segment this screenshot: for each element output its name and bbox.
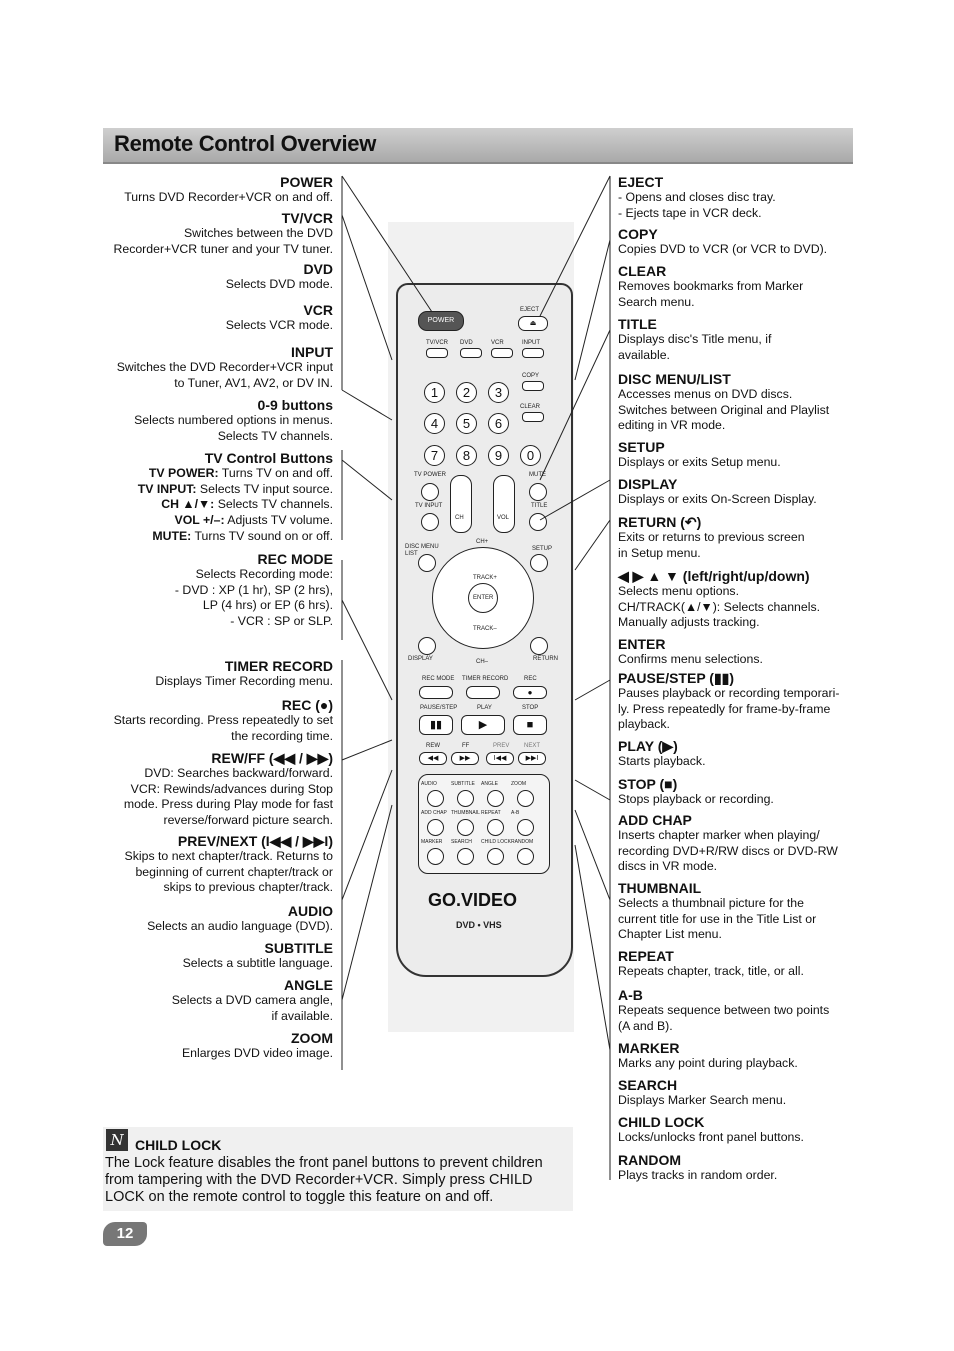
thumbnail-label: THUMBNAIL: [451, 810, 480, 816]
title-label: TITLE: [531, 503, 548, 509]
play-label: PLAY: [477, 705, 492, 711]
right-description: Inserts chapter marker when playing/: [618, 828, 820, 842]
tv-control-key: MUTE:: [152, 528, 192, 543]
right-heading: RANDOM: [618, 1152, 681, 1168]
next-button: ▶▶I: [518, 752, 546, 765]
right-heading: COPY: [618, 226, 658, 242]
random-label: RANDOM: [511, 839, 534, 845]
left-description: Starts recording. Press repeatedly to set: [113, 713, 333, 727]
next-label: NEXT: [524, 743, 541, 749]
right-description: editing in VR mode.: [618, 418, 726, 433]
right-description: Displays or exits Setup menu.: [618, 455, 781, 469]
left-heading: TIMER RECORD: [224, 658, 333, 674]
right-description: Plays tracks in random order.: [618, 1168, 778, 1182]
right-heading: MARKER: [618, 1040, 680, 1056]
left-description: Selects a subtitle language.: [182, 956, 333, 970]
right-description: (A and B).: [618, 1018, 673, 1033]
left-heading: POWER: [280, 174, 333, 190]
right-heading: THUMBNAIL: [618, 880, 702, 896]
number-button: 1: [424, 382, 445, 403]
left-description: Recorder+VCR tuner and your TV tuner.: [113, 241, 333, 256]
right-heading: SETUP: [618, 439, 665, 455]
tv-control-key: TV INPUT:: [137, 481, 197, 496]
vol-label: VOL: [497, 515, 510, 521]
tv-power-label: TV POWER: [414, 472, 447, 478]
right-heading: REPEAT: [618, 948, 674, 964]
zoom-label: ZOOM: [511, 781, 526, 787]
note-heading: CHILD LOCK: [135, 1137, 222, 1153]
add-chap-label: ADD CHAP: [421, 810, 447, 816]
left-heading: TV/VCR: [281, 210, 333, 226]
pause-button: ▮▮: [419, 715, 453, 735]
right-description: - Opens and closes disc tray.: [618, 190, 776, 204]
left-heading: AUDIO: [287, 903, 333, 919]
eject-leader: [540, 176, 610, 316]
vcr-label: VCR: [491, 340, 504, 346]
right-heading: ENTER: [618, 636, 666, 652]
right-description: Copies DVD to VCR (or VCR to DVD).: [618, 242, 828, 256]
left-heading: 0-9 buttons: [257, 397, 333, 413]
right-description: Confirms menu selections.: [618, 652, 763, 666]
rew-label: REW: [426, 743, 440, 749]
ff-label: FF: [462, 743, 470, 749]
ff-button: ▶▶: [451, 752, 479, 765]
angle-label: ANGLE: [481, 781, 498, 787]
left-description: Selects VCR mode.: [225, 318, 333, 332]
audio-label: AUDIO: [421, 781, 437, 787]
right-description: CH/TRACK(▲/▼): Selects channels.: [618, 599, 821, 614]
copy-label: COPY: [522, 373, 540, 379]
tv-control-key: VOL +/–:: [174, 513, 225, 528]
left-description: the recording time.: [231, 728, 333, 743]
left-heading: INPUT: [291, 344, 333, 360]
right-description: Displays or exits On-Screen Display.: [618, 492, 817, 506]
left-description: Switches the DVD Recorder+VCR input: [116, 360, 333, 374]
prev-button: I◀◀: [486, 752, 514, 765]
right-description: Marks any point during playback.: [618, 1056, 798, 1070]
mute-label: MUTE: [529, 472, 546, 478]
left-heading: REC (●): [281, 697, 333, 713]
ch-label: CH: [455, 515, 464, 521]
right-description: Chapter List menu.: [618, 927, 722, 942]
left-description: Selects a DVD camera angle,: [171, 993, 333, 1007]
left-description: LP (4 hrs) or EP (6 hrs).: [202, 598, 333, 613]
right-description: Starts playback.: [618, 754, 706, 768]
right-description: Repeats sequence between two points: [618, 1003, 830, 1017]
marker-label: MARKER: [421, 839, 443, 845]
tv-control-key: TV POWER:: [148, 466, 219, 480]
left-description: Selects DVD mode.: [225, 277, 333, 291]
right-heading: SEARCH: [618, 1077, 678, 1093]
page-number: 12: [103, 1222, 147, 1246]
track-plus-label: TRACK+: [473, 575, 497, 581]
left-description: if available.: [271, 1008, 333, 1023]
right-heading: RETURN (↶): [618, 514, 702, 530]
right-heading: A-B: [618, 987, 643, 1003]
number-button: 3: [488, 382, 509, 403]
tv-control-value: Adjusts TV volume.: [224, 513, 333, 528]
rec-mode-label: REC MODE: [422, 676, 455, 682]
tv-control-key: CH ▲/▼:: [161, 497, 215, 512]
return-label: RETURN: [533, 656, 558, 662]
left-description: to Tuner, AV1, AV2, or DV IN.: [174, 375, 333, 390]
page-title: Remote Control Overview: [114, 131, 377, 156]
number-button: 8: [456, 445, 477, 466]
right-description: Displays Marker Search menu.: [618, 1093, 787, 1107]
ch-plus-label: CH+: [476, 539, 489, 545]
number-button: 6: [488, 413, 509, 434]
right-heading: CHILD LOCK: [618, 1114, 705, 1130]
right-description: in Setup menu.: [618, 545, 701, 560]
eject-button: ⏏: [518, 316, 548, 331]
left-description: Selects numbered options in menus.: [134, 413, 333, 427]
right-heading: PAUSE/STEP (▮▮): [618, 670, 735, 686]
brand-logo: GO.VIDEO: [428, 890, 518, 910]
right-description: Selects a thumbnail picture for the: [618, 896, 804, 910]
number-button: 0: [520, 445, 541, 466]
left-description: Switches between the DVD: [183, 226, 333, 240]
repeat-label: REPEAT: [481, 810, 501, 816]
number-button: 4: [424, 413, 445, 434]
right-description: Accesses menus on DVD discs.: [618, 387, 793, 401]
right-description: Exits or returns to previous screen: [618, 530, 805, 544]
ch-minus-label: CH–: [476, 659, 489, 665]
left-description: reverse/forward picture search.: [163, 813, 333, 828]
right-description: Repeats chapter, track, title, or all.: [618, 964, 804, 978]
right-description: playback.: [618, 717, 670, 732]
right-heading: CLEAR: [618, 263, 667, 279]
power-button: POWER: [418, 311, 464, 331]
eject-label: EJECT: [520, 307, 540, 313]
rec-button: ●: [513, 686, 547, 699]
right-description: Selects menu options.: [618, 584, 739, 598]
number-button: 9: [488, 445, 509, 466]
track-minus-label: TRACK–: [473, 626, 497, 632]
power-leader: [342, 176, 432, 312]
child-lock-label: CHILD LOCK: [481, 839, 512, 845]
left-heading: TV Control Buttons: [204, 450, 333, 466]
left-heading: VCR: [303, 302, 333, 318]
right-heading: EJECT: [618, 174, 664, 190]
prev-label: PREV: [493, 743, 510, 749]
right-heading: DISPLAY: [618, 476, 678, 492]
rew-button: ◀◀: [419, 752, 447, 765]
tv-control-value: Turns TV on and off.: [218, 466, 333, 480]
right-description: discs in VR mode.: [618, 859, 718, 874]
subtitle-label: SUBTITLE: [451, 781, 475, 787]
left-heading: ANGLE: [284, 977, 333, 993]
left-description: DVD: Searches backward/forward.: [144, 766, 333, 780]
left-description: Displays Timer Recording menu.: [155, 674, 333, 688]
right-description: Switches between Original and Playlist: [618, 402, 830, 417]
number-button: 5: [456, 413, 477, 434]
enter-label: ENTER: [473, 595, 494, 601]
right-description: Pauses playback or recording temporari-: [618, 686, 840, 700]
clear-label: CLEAR: [520, 404, 541, 410]
setup-label: SETUP: [532, 546, 553, 552]
left-heading: DVD: [303, 261, 333, 277]
dvd-label: DVD: [460, 340, 473, 346]
right-description: ly. Press repeatedly for frame-by-frame: [618, 701, 831, 716]
right-description: Manually adjusts tracking.: [618, 615, 760, 630]
left-description: Skips to next chapter/track. Returns to: [124, 849, 333, 863]
left-description: Selects Recording mode:: [195, 567, 333, 581]
left-heading: PREV/NEXT (I◀◀ / ▶▶I): [177, 833, 333, 849]
left-heading: REC MODE: [257, 551, 333, 567]
format-logos: DVD • VHS: [456, 920, 502, 930]
play-button: ▶: [461, 715, 505, 735]
list-label: LIST: [405, 551, 418, 557]
note-text: The Lock feature disables the front panel buttons to prevent children from tampering with the DVD Recorder+VCR. Simply press CHILD LOCK on the remote control to toggle this feature on and off.: [105, 1155, 543, 1205]
ab-label: A-B: [511, 810, 520, 816]
tv-input-label: TV INPUT: [415, 503, 443, 509]
stop-button: ■: [513, 715, 547, 735]
right-description: current title for use in the Title List or: [618, 911, 817, 926]
left-description: mode. Press during Play mode for fast: [123, 797, 333, 812]
left-description: Enlarges DVD video image.: [181, 1046, 333, 1060]
left-description: - VCR : SP or SLP.: [230, 614, 333, 629]
right-heading: TITLE: [618, 316, 657, 332]
right-description: Displays disc's Title menu, if: [618, 332, 772, 346]
left-description: Selects TV channels.: [217, 428, 333, 443]
disc-menu-label: DISC MENU: [405, 544, 439, 550]
timer-record-label: TIMER RECORD: [462, 676, 509, 682]
left-description: VCR: Rewinds/advances during Stop: [130, 781, 333, 796]
input-label: INPUT: [522, 340, 540, 346]
right-heading: ADD CHAP: [618, 812, 692, 828]
rec-label: REC: [524, 676, 537, 682]
left-heading: ZOOM: [291, 1030, 333, 1046]
right-description: Locks/unlocks front panel buttons.: [618, 1130, 804, 1144]
right-description: Removes bookmarks from Marker: [618, 279, 804, 293]
number-button: 7: [424, 445, 445, 466]
tvvcr-label: TV/VCR: [426, 340, 449, 346]
right-description: Search menu.: [618, 294, 695, 309]
left-description: skips to previous chapter/track.: [163, 880, 333, 895]
left-description: beginning of current chapter/track or: [135, 864, 333, 879]
left-heading: REW/FF (◀◀ / ▶▶): [211, 750, 333, 766]
right-heading: STOP (■): [618, 776, 678, 792]
left-heading: SUBTITLE: [264, 940, 333, 956]
left-description: Turns DVD Recorder+VCR on and off.: [124, 190, 333, 204]
right-description: available.: [618, 347, 670, 362]
right-heading: PLAY (▶): [618, 738, 678, 754]
left-description: Selects an audio language (DVD).: [147, 919, 333, 933]
display-label: DISPLAY: [408, 656, 433, 662]
right-heading: ◀ ▶ ▲ ▼ (left/right/up/down): [618, 568, 810, 584]
left-description: - DVD : XP (1 hr), SP (2 hrs),: [174, 582, 333, 597]
right-description: recording DVD+R/RW discs or DVD-RW: [618, 843, 838, 858]
tv-control-value: Selects TV input source.: [196, 481, 333, 496]
right-heading: DISC MENU/LIST: [618, 371, 731, 387]
number-button: 2: [456, 382, 477, 403]
note-icon: N: [106, 1129, 128, 1151]
right-description: Stops playback or recording.: [618, 792, 774, 806]
stop-label: STOP: [522, 705, 539, 711]
tv-control-value: Turns TV sound on or off.: [191, 528, 333, 543]
search-label: SEARCH: [451, 839, 472, 845]
pause-step-label: PAUSE/STEP: [420, 705, 458, 711]
tv-control-value: Selects TV channels.: [214, 497, 333, 512]
right-description: - Ejects tape in VCR deck.: [618, 205, 762, 220]
